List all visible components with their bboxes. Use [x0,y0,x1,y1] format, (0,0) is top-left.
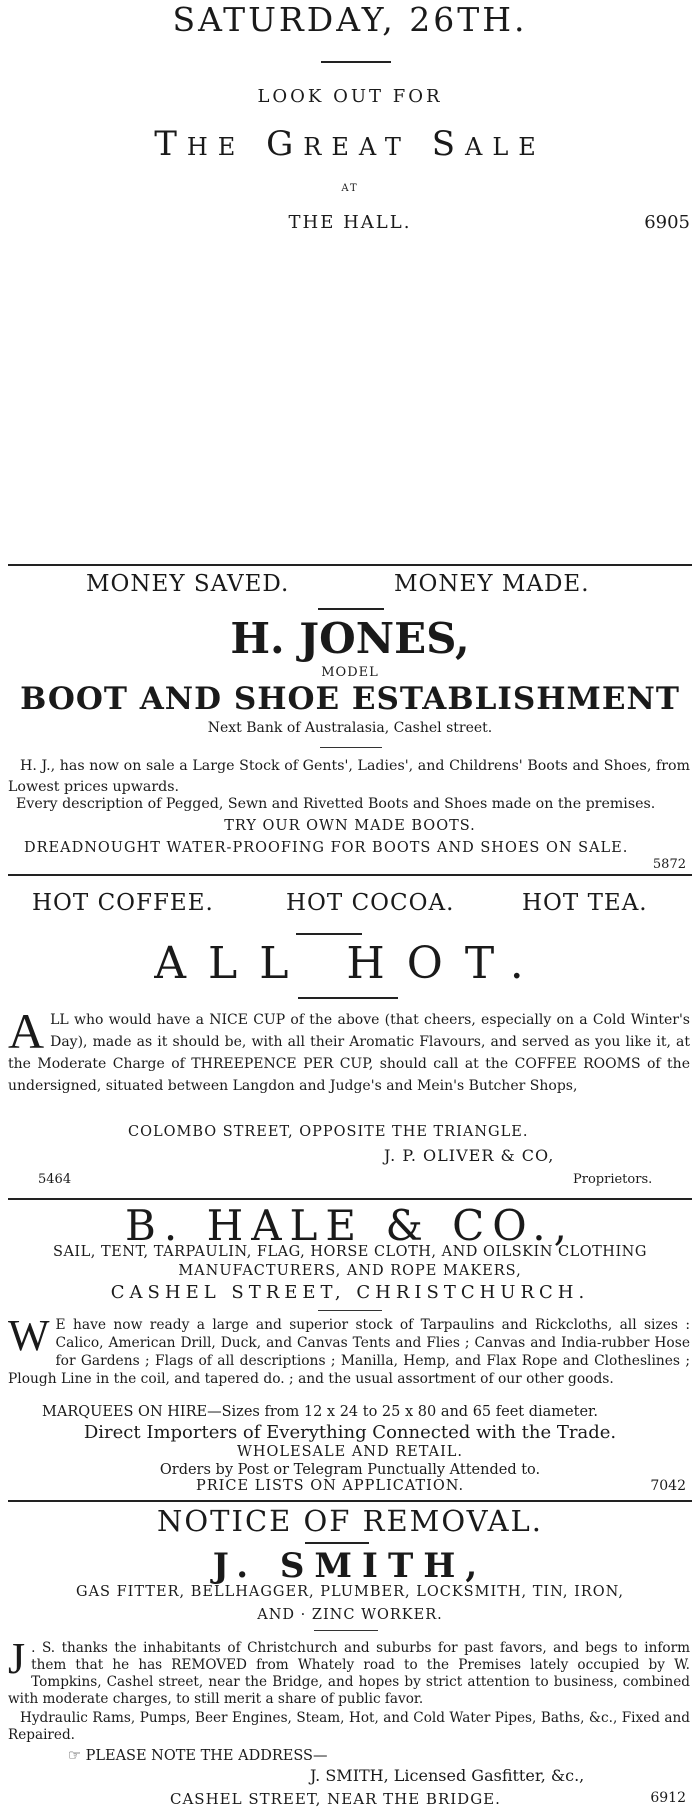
ad4-number: 7042 [650,1478,686,1494]
ad5-body: . S. thanks the inhabitants of Christchurch and suburbs for past favors, and begs to inform them that he has REMOVED from Whately road to the Premises lately occupied by W. Tompkins, Cashel street, near the Bridge, and hopes by strict attention to business, combined with moderate charges, to still merit a share of public favor. [8,1640,690,1707]
ad5-rule [305,1542,369,1544]
ad4-dropcap: W [8,1311,50,1360]
ad2-line1: H. J., has now on sale a Large Stock of Gents', Ladies', and Childrens' Boots and Shoes, from Lowest prices upwards. [8,758,690,795]
ad3-proprietors-label: Proprietors. [573,1172,653,1187]
ad4-orders: Orders by Post or Telegram Punctually Attended to. [159,1462,541,1478]
ad4-address: CASHEL STREET, CHRISTCHURCH. [110,1282,590,1303]
ad2-thin-rule [320,747,382,748]
ad4-marquees: MARQUEES ON HIRE—Sizes from 12 x 24 to 25 x 80 and 65 feet diameter. [42,1404,598,1420]
ad4-body: E have now ready a large and superior stock of Tarpaulins and Rickcloths, all sizes : Calico, American Drill, Duck, and Canvas Tents and Flies ; Canvas and India-rubber Hose for Gardens ; Flags of all descriptions ; Manilla, Hemp, and Flax Rope and Clotheslines ; Plough Line in the coil, and tapered do. ; and the usual assortment of our other goods. [8,1317,690,1387]
ad1-rule [321,61,391,63]
ad3-headline: ALL HOT. [154,938,546,989]
ad2-left-slogan: MONEY SAVED. [86,571,290,597]
ad1-lookout: LOOK OUT FOR [257,86,443,107]
ad5-hydraulic: Hydraulic Rams, Pumps, Beer Engines, Steam, Hot, and Cold Water Pipes, Baths, &c., Fixed and Repaired. [8,1710,690,1743]
ad5-licensed: J. SMITH, Licensed Gasfitter, &c., [310,1766,585,1785]
ad3-dropcap: A [8,1003,45,1059]
divider [8,564,692,566]
ad2-right-slogan: MONEY MADE. [394,571,590,597]
ad3-proprietor: J. P. OLIVER & CO, [384,1146,555,1165]
ad1-at: AT [341,183,359,194]
ad4-thin-rule [318,1310,382,1311]
ad4-price-lists: PRICE LISTS ON APPLICATION. [196,1478,465,1494]
ad3-body-block [8,1003,690,1097]
ad4-trade2: MANUFACTURERS, AND ROPE MAKERS, [178,1263,522,1279]
ad3-location: COLOMBO STREET, OPPOSITE THE TRIANGLE. [128,1124,529,1140]
ad2-number: 5872 [652,857,686,872]
divider [8,874,692,876]
ad3-hot-tea: HOT TEA. [522,890,648,916]
ad3-rule2 [298,997,398,999]
ad1-venue: THE HALL. [288,212,412,233]
ad5-number: 6912 [650,1790,686,1806]
ad1-title: The Great Sale [154,124,546,164]
ad5-thin-rule [314,1630,378,1631]
ad3-rule [296,933,362,935]
ad3-hot-cocoa: HOT COCOA. [286,890,455,916]
ad5-trade2: AND · ZINC WORKER. [257,1607,443,1623]
ad5-street: CASHEL STREET, NEAR THE BRIDGE. [170,1790,501,1808]
ad2-name: H. JONES, [230,614,470,663]
ad2-line4: DREADNOUGHT WATER-PROOFING FOR BOOTS AND SHOES ON SALE. [24,840,629,856]
ad2-business: BOOT AND SHOE ESTABLISHMENT [20,681,680,717]
ad4-trade1: SAIL, TENT, TARPAULIN, FLAG, HORSE CLOTH, AND OILSKIN CLOTHING [53,1244,647,1260]
ad5-trade1: GAS FITTER, BELLHAGGER, PLUMBER, LOCKSMITH, TIN, IRON, [75,1584,625,1600]
divider [8,1198,692,1200]
ad2-rule [318,608,384,610]
ad5-note: ☞ PLEASE NOTE THE ADDRESS— [68,1748,328,1764]
ad2-line3: TRY OUR OWN MADE BOOTS. [224,818,476,834]
ad1-date: SATURDAY, 26TH. [172,0,528,39]
ad3-hot-coffee: HOT COFFEE. [32,890,214,916]
ad3-body: LL who would have a NICE CUP of the above (that cheers, especially on a Cold Winter's Day), made as it should be, with all their Aromatic Flavours, and served as you like it, at the Moderate Charge of THREEPENCE PER CUP, should call at the COFFEE ROOMS of the undersigned, situated between Langdon and Judge's and Mein's Butcher Shops, [8,1012,690,1094]
ad4-name: B. HALE & CO., [125,1201,575,1250]
divider [8,1500,692,1502]
ad5-notice: NOTICE OF REMOVAL. [157,1504,543,1538]
ad3-number: 5464 [38,1172,72,1187]
ad4-wholesale: WHOLESALE AND RETAIL. [236,1444,464,1460]
ad4-body-block [8,1311,690,1388]
ad4-importers: Direct Importers of Everything Connected with the Trade. [83,1422,617,1443]
ad1-number: 6905 [644,212,690,233]
ad2-line2: Every description of Pegged, Sewn and Rivetted Boots and Shoes made on the premises. [16,796,656,812]
ad5-body-block [8,1634,690,1708]
ad2-model: MODEL [321,665,379,680]
ad2-address: Next Bank of Australasia, Cashel street. [207,720,493,736]
ad5-name: J. SMITH, [212,1546,488,1586]
ad5-dropcap: J [8,1634,26,1683]
